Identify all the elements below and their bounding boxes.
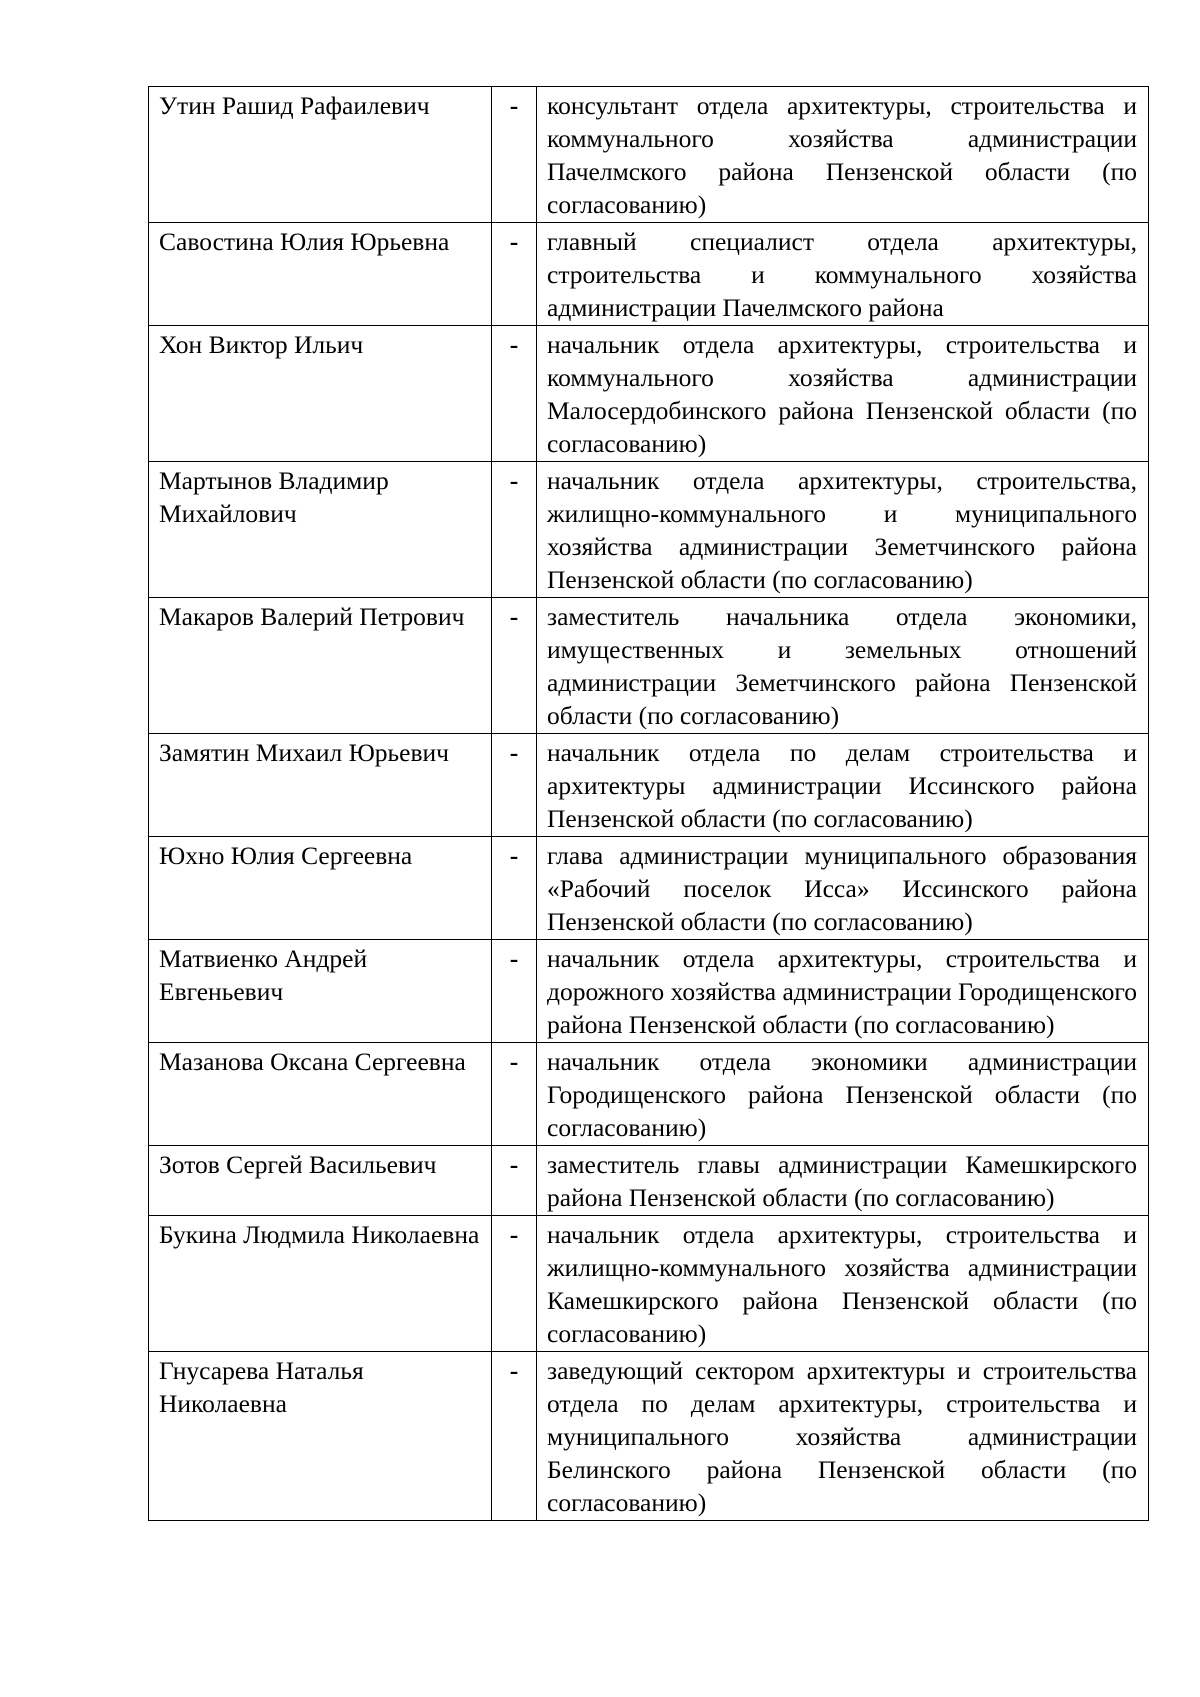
table-row — [149, 734, 1149, 837]
dash-separator: - — [492, 462, 537, 598]
member-position: консультант отдела архитектуры, строительства и коммунального хозяйства администрации Пачелмского района Пензенской области (по согласованию) — [537, 87, 1149, 223]
dash-separator: - — [492, 940, 537, 1043]
member-position: начальник отдела экономики администрации Городищенского района Пензенской области (по согласованию) — [537, 1043, 1149, 1146]
dash-separator: - — [492, 598, 537, 734]
dash-separator: - — [492, 1146, 537, 1216]
table-row — [149, 598, 1149, 734]
member-position: заместитель главы администрации Камешкирского района Пензенской области (по согласованию) — [537, 1146, 1149, 1216]
table-row — [149, 940, 1149, 1043]
member-name: Савостина Юлия Юрьевна — [149, 223, 492, 326]
member-position: начальник отдела архитектуры, строительства и коммунального хозяйства администрации Малосердобинского района Пензенской области (по согласованию) — [537, 326, 1149, 462]
member-position: начальник отдела по делам строительства и архитектуры администрации Иссинского района Пензенской области (по согласованию) — [537, 734, 1149, 837]
dash-separator: - — [492, 734, 537, 837]
member-name: Букина Людмила Николаевна — [149, 1216, 492, 1352]
member-position: заведующий сектором архитектуры и строительства отдела по делам архитектуры, строительства и муниципального хозяйства администрации Белинского района Пензенской области (по согласованию) — [537, 1352, 1149, 1521]
dash-separator: - — [492, 87, 537, 223]
member-name: Хон Виктор Ильич — [149, 326, 492, 462]
dash-separator: - — [492, 326, 537, 462]
member-name: Макаров Валерий Петрович — [149, 598, 492, 734]
table-row — [149, 1043, 1149, 1146]
table-row — [149, 326, 1149, 462]
table-row — [149, 223, 1149, 326]
table-row — [149, 87, 1149, 223]
member-position: заместитель начальника отдела экономики, имущественных и земельных отношений администрации Земетчинского района Пензенской области (по согласованию) — [537, 598, 1149, 734]
member-name: Утин Рашид Рафаилевич — [149, 87, 492, 223]
member-name: Зотов Сергей Васильевич — [149, 1146, 492, 1216]
member-position: глава администрации муниципального образования «Рабочий поселок Исса» Иссинского района Пензенской области (по согласованию) — [537, 837, 1149, 940]
table-row — [149, 1352, 1149, 1521]
dash-separator: - — [492, 1216, 537, 1352]
member-name: Мазанова Оксана Сергеевна — [149, 1043, 492, 1146]
member-position: начальник отдела архитектуры, строительства и жилищно-коммунального хозяйства администрации Камешкирского района Пензенской области (по согласованию) — [537, 1216, 1149, 1352]
dash-separator: - — [492, 223, 537, 326]
member-name: Мартынов Владимир Михайлович — [149, 462, 492, 598]
table-row — [149, 1216, 1149, 1352]
member-name: Матвиенко Андрей Евгеньевич — [149, 940, 492, 1043]
member-position: начальник отдела архитектуры, строительства и дорожного хозяйства администрации Городищенского района Пензенской области (по согласованию) — [537, 940, 1149, 1043]
member-position: начальник отдела архитектуры, строительства, жилищно-коммунального и муниципального хозяйства администрации Земетчинского района Пензенской области (по согласованию) — [537, 462, 1149, 598]
dash-separator: - — [492, 837, 537, 940]
dash-separator: - — [492, 1043, 537, 1146]
table-row — [149, 1146, 1149, 1216]
members-table — [148, 86, 1149, 1521]
member-position: главный специалист отдела архитектуры, строительства и коммунального хозяйства администрации Пачелмского района — [537, 223, 1149, 326]
member-name: Юхно Юлия Сергеевна — [149, 837, 492, 940]
dash-separator: - — [492, 1352, 537, 1521]
table-row — [149, 837, 1149, 940]
table-row — [149, 462, 1149, 598]
member-name: Замятин Михаил Юрьевич — [149, 734, 492, 837]
member-name: Гнусарева Наталья Николаевна — [149, 1352, 492, 1521]
